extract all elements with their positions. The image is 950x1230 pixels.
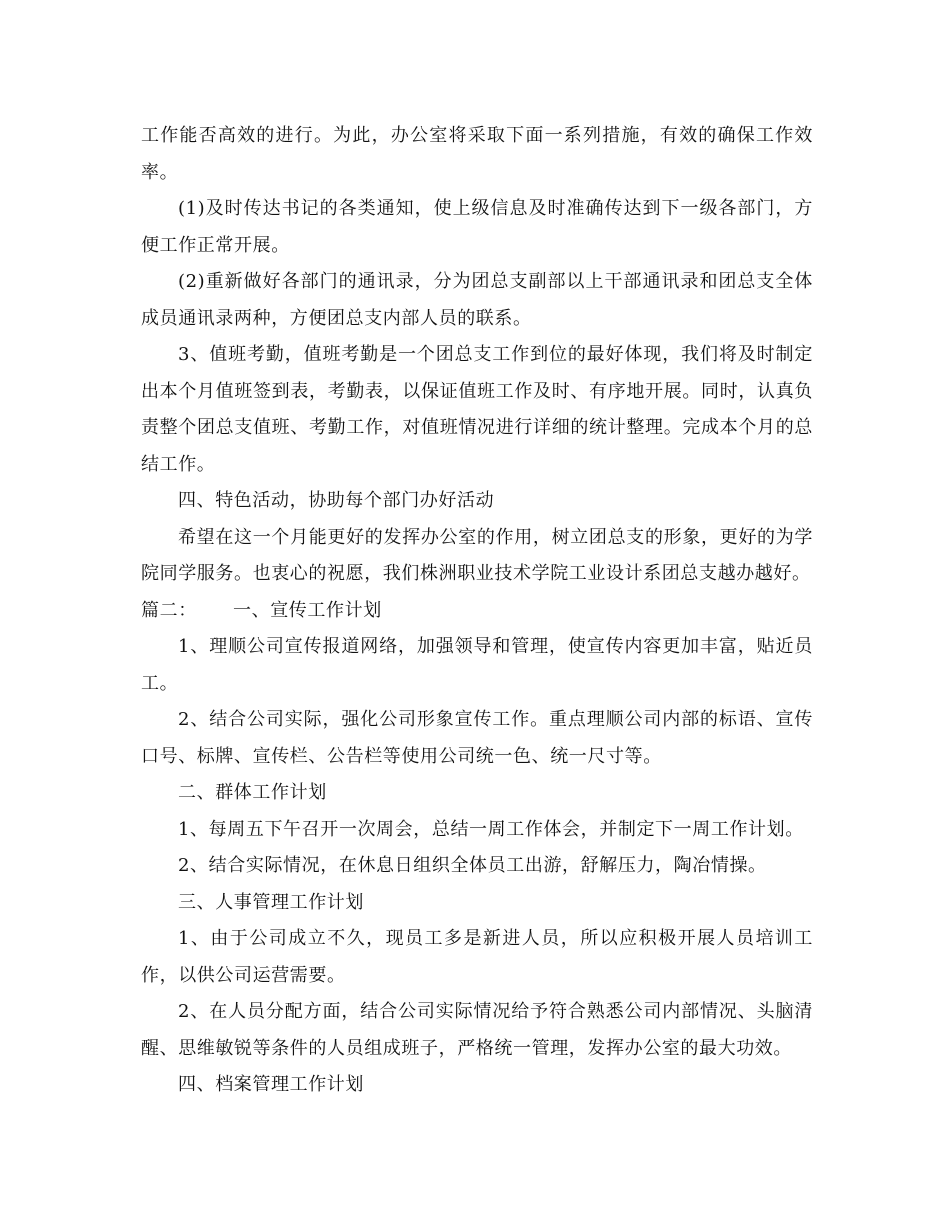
document-body [141,118,813,1104]
paragraph-attendance: 3、值班考勤，值班考勤是一个团总支工作到位的最好体现，我们将及时制定出本个月值班签到表，考勤表，以保证值班工作及时、有序地开展。同时，认真负责整个团总支值班、考勤工作，对值班情况进行详细的统计整理。完成本个月的总结工作。 [141,344,813,475]
paragraph-staff-training: 1、由于公司成立不久，现员工多是新进人员，所以应积极开展人员培训工作，以供公司运营需要。 [141,928,813,986]
heading-hr-management: 三、人事管理工作计划 [178,891,364,913]
paragraph-closing-wish: 希望在这一个月能更好的发挥办公室的作用，树立团总支的形象，更好的为学院同学服务。也衷心的祝愿，我们株洲职业技术学院工业设计系团总支越办越好。 [141,526,813,584]
paragraph-staff-outing: 2、结合实际情况，在休息日组织全体员工出游，舒解压力，陶冶情操。 [178,855,767,876]
paragraph-efficiency-measures: 工作能否高效的进行。为此，办公室将采取下面一系列措施，有效的确保工作效率。 [141,125,813,183]
paragraph-publicity-network: 1、理顺公司宣传报道网络，加强领导和管理，使宣传内容更加丰富，贴近员工。 [141,636,813,694]
section-two-prefix: 篇二： [141,599,197,621]
paragraph-contact-list: (2)重新做好各部门的通讯录，分为团总支副部以上干部通讯录和团总支全体成员通讯录两种，方便团总支内部人员的联系。 [141,271,813,329]
heading-archive-management: 四、档案管理工作计划 [178,1074,364,1095]
heading-group-work: 二、群体工作计划 [178,782,327,803]
paragraph-staff-allocation: 2、在人员分配方面，结合公司实际情况给予符合熟悉公司内部情况、头脑清醒、思维敏锐等条件的人员组成班子，严格统一管理，发挥办公室的最大功效。 [141,1001,813,1059]
paragraph-notices: (1)及时传达书记的各类通知，使上级信息及时准确传达到下一级各部门，方便工作正常开展。 [141,198,813,256]
section-two-title: 一、宣传工作计划 [233,599,382,621]
paragraph-weekly-meeting: 1、每周五下午召开一次周会，总结一周工作体会，并制定下一周工作计划。 [178,818,804,840]
section-two-heading [141,593,813,630]
heading-special-activities: 四、特色活动，协助每个部门办好活动 [178,490,495,511]
paragraph-corporate-image: 2、结合公司实际，强化公司形象宣传工作。重点理顺公司内部的标语、宣传口号、标牌、宣传栏、公告栏等使用公司统一色、统一尺寸等。 [141,709,813,767]
